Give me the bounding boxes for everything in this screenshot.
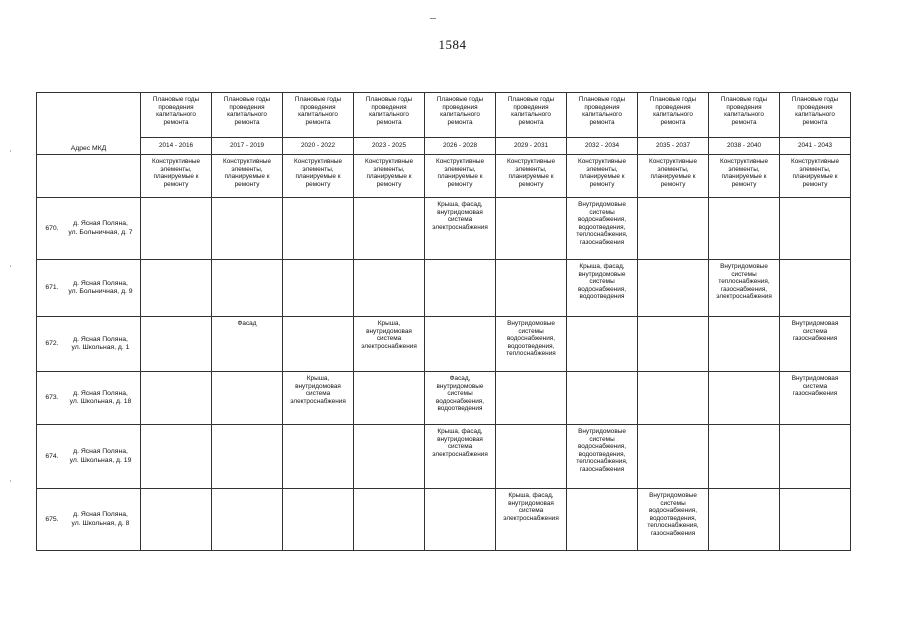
work-cell: [496, 260, 567, 317]
period-title: Плановые годы проведения капитального ремонта: [141, 93, 212, 138]
work-cell: [283, 489, 354, 551]
work-cell: [709, 489, 780, 551]
work-cell: [638, 260, 709, 317]
work-cell: [141, 372, 212, 425]
row-number: 671.: [45, 284, 59, 292]
period-title: Плановые годы проведения капитального ремонта: [780, 93, 851, 138]
work-cell: [212, 425, 283, 489]
work-cell: [283, 317, 354, 372]
table-row: [37, 372, 851, 425]
scan-margin-mark: [10, 150, 11, 152]
work-cell: [709, 372, 780, 425]
work-cell: [283, 260, 354, 317]
work-cell: Фасад, внутридомовые системы водоснабжения, водоотведения: [425, 372, 496, 425]
address-line: д. Ясная Поляна,: [73, 511, 128, 519]
work-cell: Внутридомовые системы водоснабжения, водоотведения, теплоснабжения, газоснабжения: [638, 489, 709, 551]
work-cell: Фасад: [212, 317, 283, 372]
table-row: [37, 489, 851, 551]
work-cell: Внутридомовая система газоснабжения: [780, 372, 851, 425]
header-row-years: [37, 138, 851, 155]
address-text: [63, 511, 138, 528]
period-title: Плановые годы проведения капитального ремонта: [425, 93, 496, 138]
period-title: Плановые годы проведения капитального ремонта: [567, 93, 638, 138]
period-subtitle: Конструктивные элементы, планируемые к ремонту: [709, 155, 780, 198]
row-number: 673.: [45, 394, 59, 402]
period-title: Плановые годы проведения капитального ремонта: [283, 93, 354, 138]
row-number: 675.: [45, 515, 59, 523]
work-cell: [212, 260, 283, 317]
work-cell: [425, 489, 496, 551]
row-number: 670.: [45, 224, 59, 232]
work-cell: [212, 198, 283, 260]
address-cell: [37, 489, 141, 551]
work-cell: [212, 489, 283, 551]
period-title: Плановые годы проведения капитального ремонта: [709, 93, 780, 138]
period-subtitle: Конструктивные элементы, планируемые к ремонту: [638, 155, 709, 198]
address-header: Адрес МКД: [37, 93, 141, 155]
address-cell: [37, 260, 141, 317]
work-cell: [141, 425, 212, 489]
work-cell: [638, 198, 709, 260]
period-subtitle: Конструктивные элементы, планируемые к ремонту: [141, 155, 212, 198]
work-cell: Внутридомовые системы водоснабжения, водоотведения, теплоснабжения, газоснабжения: [567, 198, 638, 260]
period-years: 2020 - 2022: [283, 138, 354, 155]
address-cell: [37, 198, 141, 260]
period-subtitle: Конструктивные элементы, планируемые к ремонту: [780, 155, 851, 198]
work-cell: [638, 372, 709, 425]
work-cell: [354, 260, 425, 317]
work-cell: Крыша, внутридомовая система электроснабжения: [354, 317, 425, 372]
work-cell: [567, 372, 638, 425]
period-years: 2041 - 2043: [780, 138, 851, 155]
address-subheader-empty: [37, 155, 141, 198]
scan-margin-mark: [10, 480, 11, 482]
period-years: 2029 - 2031: [496, 138, 567, 155]
period-title: Плановые годы проведения капитального ремонта: [638, 93, 709, 138]
period-years: 2014 - 2016: [141, 138, 212, 155]
table-row: [37, 317, 851, 372]
period-subtitle: Конструктивные элементы, планируемые к ремонту: [212, 155, 283, 198]
work-cell: [567, 489, 638, 551]
table-body: [37, 93, 851, 551]
work-cell: [496, 425, 567, 489]
scan-dash-mark: [430, 18, 436, 19]
address-text: [63, 390, 138, 407]
work-cell: Внутридомовые системы водоснабжения, водоотведения, теплоснабжения, газоснабжения: [567, 425, 638, 489]
table-row: [37, 425, 851, 489]
work-cell: [141, 489, 212, 551]
table-row: [37, 198, 851, 260]
work-cell: [496, 372, 567, 425]
header-row-titles: [37, 93, 851, 138]
work-cell: Внутридомовые системы теплоснабжения, газоснабжения, электроснабжения: [709, 260, 780, 317]
period-subtitle: Конструктивные элементы, планируемые к ремонту: [567, 155, 638, 198]
work-cell: [212, 372, 283, 425]
work-cell: [709, 317, 780, 372]
address-line: ул. Школьная, д. 1: [71, 344, 130, 351]
repair-schedule-table: [36, 92, 851, 551]
period-subtitle: Конструктивные элементы, планируемые к ремонту: [496, 155, 567, 198]
period-years: 2026 - 2028: [425, 138, 496, 155]
work-cell: [354, 198, 425, 260]
work-cell: [567, 317, 638, 372]
work-cell: [141, 317, 212, 372]
address-cell: [37, 372, 141, 425]
work-cell: [780, 198, 851, 260]
work-cell: [780, 489, 851, 551]
period-years: 2035 - 2037: [638, 138, 709, 155]
address-cell: [37, 317, 141, 372]
work-cell: Крыша, внутридомовая система электроснабжения: [283, 372, 354, 425]
work-cell: [283, 198, 354, 260]
work-cell: [283, 425, 354, 489]
work-cell: [496, 198, 567, 260]
work-cell: Внутридомовые системы водоснабжения, водоотведения, теплоснабжения: [496, 317, 567, 372]
work-cell: [638, 317, 709, 372]
work-cell: [780, 425, 851, 489]
address-line: д. Ясная Поляна,: [73, 335, 128, 343]
period-title: Плановые годы проведения капитального ремонта: [496, 93, 567, 138]
address-line: д. Ясная Поляна,: [73, 448, 128, 456]
period-subtitle: Конструктивные элементы, планируемые к ремонту: [354, 155, 425, 198]
period-title: Плановые годы проведения капитального ремонта: [212, 93, 283, 138]
row-number: 672.: [45, 340, 59, 348]
address-text: [63, 220, 138, 237]
header-row-subtitles: [37, 155, 851, 198]
work-cell: Внутридомовая система газоснабжения: [780, 317, 851, 372]
work-cell: Крыша, фасад, внутридомовая система электроснабжения: [496, 489, 567, 551]
row-number: 674.: [45, 452, 59, 460]
work-cell: [709, 425, 780, 489]
work-cell: [354, 425, 425, 489]
period-years: 2038 - 2040: [709, 138, 780, 155]
address-text: [63, 280, 138, 297]
period-years: 2017 - 2019: [212, 138, 283, 155]
address-text: [63, 336, 138, 353]
period-subtitle: Конструктивные элементы, планируемые к ремонту: [425, 155, 496, 198]
work-cell: [425, 260, 496, 317]
address-cell: [37, 425, 141, 489]
address-line: ул. Школьная, д. 8: [71, 519, 130, 527]
work-cell: [141, 198, 212, 260]
period-subtitle: Конструктивные элементы, планируемые к ремонту: [283, 155, 354, 198]
work-cell: [638, 425, 709, 489]
period-years: 2023 - 2025: [354, 138, 425, 155]
scan-margin-mark: [10, 265, 11, 267]
work-cell: [141, 260, 212, 317]
work-cell: Крыша, фасад, внутридомовая система электроснабжения: [425, 425, 496, 489]
address-line: д. Ясная Поляна,: [73, 220, 128, 228]
table-row: [37, 260, 851, 317]
work-cell: Крыша, фасад, внутридомовая система электроснабжения: [425, 198, 496, 260]
address-line: ул. Школьная, д. 19: [69, 456, 132, 464]
work-cell: [354, 489, 425, 551]
work-cell: [354, 372, 425, 425]
work-cell: [780, 260, 851, 317]
period-years: 2032 - 2034: [567, 138, 638, 155]
work-cell: [425, 317, 496, 372]
address-line: ул. Больничная, д. 7: [68, 228, 133, 236]
work-cell: [709, 198, 780, 260]
address-line: ул. Школьная, д. 18: [69, 398, 132, 405]
page-number: 1584: [438, 37, 467, 52]
work-cell: Крыша, фасад, внутридомовые системы водоснабжения, водоотведения: [567, 260, 638, 317]
address-line: д. Ясная Поляна,: [73, 279, 128, 287]
address-line: д. Ясная Поляна,: [73, 389, 128, 397]
address-line: ул. Больничная, д. 9: [68, 288, 133, 295]
address-text: [63, 448, 138, 465]
period-title: Плановые годы проведения капитального ремонта: [354, 93, 425, 138]
